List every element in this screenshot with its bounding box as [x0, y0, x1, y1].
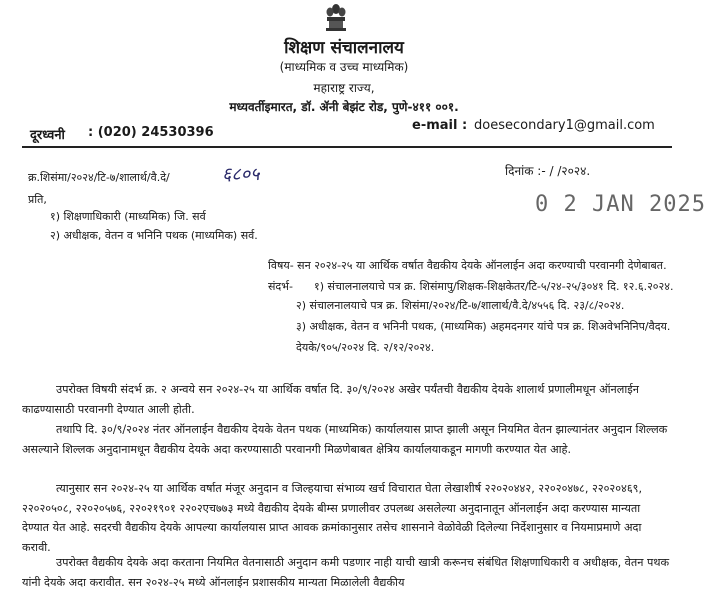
- office-subtitle: (माध्यमिक व उच्च माध्यमिक): [279, 60, 409, 74]
- reference-line: क्र.शिसंमा/२०२४/टि-७/शालार्थ/वै.दे/: [28, 171, 170, 184]
- recipient-item: २) अधीक्षक, वेतन व भनिनि पथक (माध्यमिक) सर्व.: [50, 229, 258, 242]
- paragraph-text: त्यानुसार सन २०२४-२५ या आर्थिक वर्षात मंजूर अनुदान व जिल्हयाचा संभाव्य खर्च विचारात घेता लेखाशीर्ष २२०२०४४२, २२०२०४७८, २२०२०४६९, २२०२०५०८, २२०२०५७६, २२०२१९०१ २२०२एच७७३ मध्ये वैद्यकीय देयके बीम्स प्रणालीवर उपलब्ध असलेल्या अनुदानातून ऑनलाईन अदा करण्यास मान्यता देण्यात येत आहे. सदरची वैद्यकीय देयके आपल्या कार्यालयास प्राप्त आवक क्रमांकानुसार तसेच शासनाने वेळोवेळी दिलेल्या निर्देशानुसार व नियमाप्रमाणे अदा करावी.: [22, 482, 643, 554]
- phone-label: दूरध्वनी: [30, 128, 65, 143]
- office-state: महाराष्ट्र राज्य,: [313, 81, 375, 95]
- reference-item: २) संचालनालयाचे पत्र क्र. शिसंमा/२०२४/टि-७/शालार्थ/वै.दे/४५५६ दि. २३/८/२०२४.: [296, 299, 625, 312]
- body-paragraph: [22, 420, 670, 459]
- reference-item-continued: देयके/९०५/२०२४ दि. २/१२/२०२४.: [296, 341, 435, 354]
- reference-item: ३) अधीक्षक, वेतन व भनिनी पथक, (माध्यमिक) अहमदनगर यांचे पत्र क्र. शिअवेभनिनिप/वैदय.: [296, 320, 671, 333]
- reference-item: १) संचालनालयाचे पत्र क्र. शिसंमापु/शिक्षक-शिक्षकेतर/टि-५/२४-२५/३०४१ दि. १२.६.२०२४.: [314, 280, 674, 293]
- received-date-stamp: 0 2 JAN 2025: [535, 192, 706, 217]
- reference-number: ६८०५: [222, 164, 260, 185]
- phone-number: : (020) 24530396: [88, 125, 214, 140]
- body-paragraph: [22, 553, 670, 592]
- references-label: संदर्भ-: [268, 280, 293, 293]
- paragraph-text: तथापि दि. ३०/९/२०२४ नंतर ऑनलाईन वैद्यकीय देयके वेतन पथक (माध्यमिक) कार्यालयास प्राप्त झाली असून नियमित वेतन झाल्यानंतर अनुदान शिल्लक असल्याने शिल्लक अनुदानामधून वैद्यकीय देयके अदा करण्यासाठी परवानगी मिळणेबाबत क्षेत्रिय कार्यालयाकडून मागणी करण्यात येत आहे.: [22, 423, 668, 456]
- email-address: doesecondary1@gmail.com: [474, 118, 655, 133]
- header-divider: [22, 146, 672, 148]
- recipient-item: १) शिक्षणाधिकारी (माध्यमिक) जि. सर्व: [50, 210, 206, 223]
- paragraph-text: उपरोक्त वैद्यकीय देयके अदा करताना नियमित वेतनासाठी अनुदान कमी पडणार नाही याची खात्री करूनच संबंधित शिक्षणाधिकारी व अधीक्षक, वेतन पथक यांनी देयके अदा करावीत. सन २०२४-२५ मध्ये ऑनलाईन प्रशासकीय मान्यता मिळालेली वैद्यकीय: [22, 556, 670, 589]
- office-address: मध्यवर्तीइमारत, डॉ. ॲनी बेझंट रोड, पुणे-४११ ००१.: [229, 100, 459, 114]
- email-label: e-mail :: [412, 118, 468, 133]
- subject-line: विषय- सन २०२४-२५ या आर्थिक वर्षात वैद्यकीय देयके ऑनलाईन अदा करण्याची परवानगी देणेबाबत.: [268, 259, 667, 272]
- to-label: प्रति,: [28, 193, 47, 206]
- body-paragraph: [22, 380, 670, 419]
- paragraph-text: उपरोक्त विषयी संदर्भ क्र. २ अन्वये सन २०२४-२५ या आर्थिक वर्षात दि. ३०/९/२०२४ अखेर पर्यंतची वैद्यकीय देयके शालार्थ प्रणालीमधून ऑनलाईन काढण्यासाठी परवानगी देण्यात आली होती.: [22, 383, 639, 416]
- body-paragraph: [22, 479, 670, 557]
- date-line: दिनांक :- / /२०२४.: [505, 164, 591, 178]
- office-title: शिक्षण संचालनालय: [284, 38, 404, 58]
- national-emblem-icon: [323, 2, 349, 34]
